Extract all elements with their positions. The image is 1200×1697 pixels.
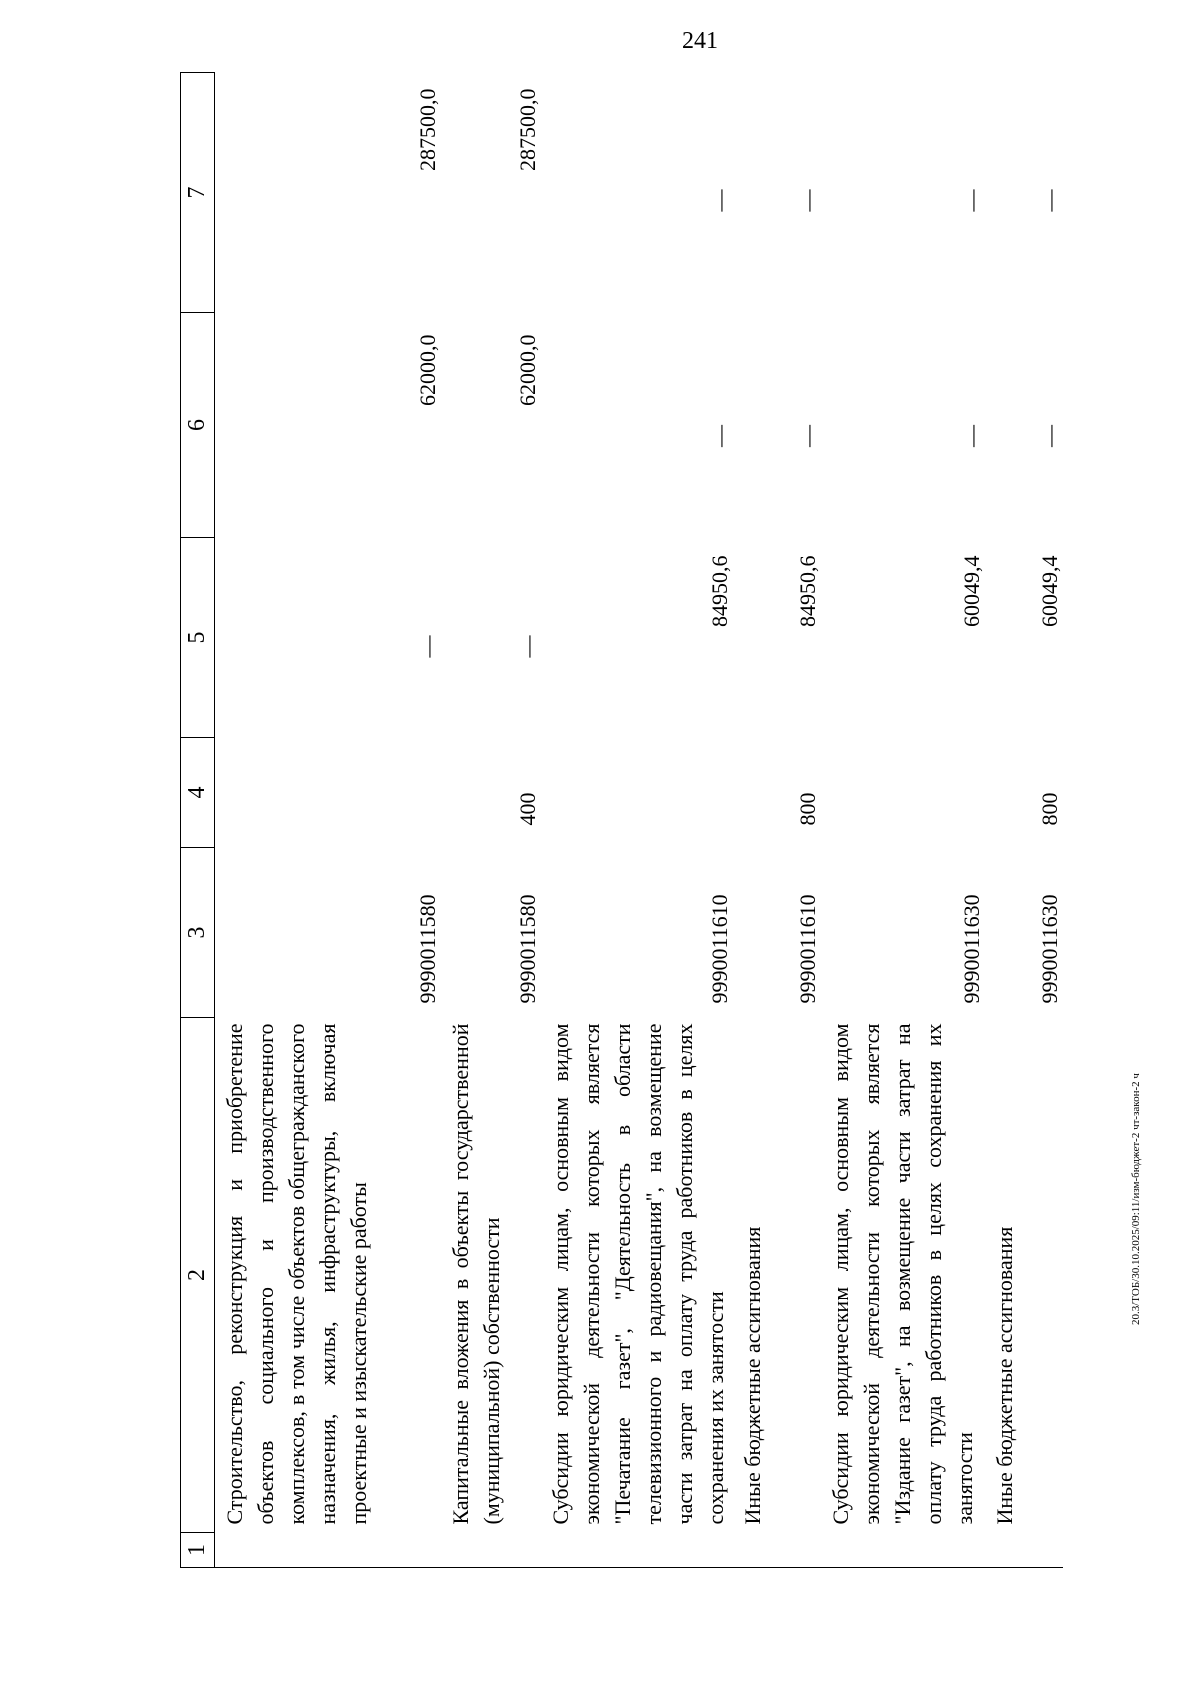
column-header-2: 2	[181, 1018, 215, 1533]
cell-amount-col5: 84950,6	[707, 555, 732, 627]
cell-target-code: 9990011610	[707, 894, 732, 1004]
budget-table-rotated	[180, 73, 1062, 1568]
cell-expense-type	[541, 738, 733, 848]
page-number: 241	[682, 28, 718, 54]
budget-table	[180, 72, 1063, 1568]
cell-amount-col7: 287500,0	[415, 88, 440, 171]
cell-amount-col7: —	[707, 189, 732, 212]
table-row	[541, 73, 733, 1568]
cell-col1	[985, 1533, 1063, 1568]
cell-target-code: 9990011580	[515, 894, 540, 1004]
cell-amount-col6: —	[959, 425, 984, 447]
cell-description: Капитальные вложения в объекты государственной (муниципальной) собственности	[448, 1023, 504, 1525]
cell-amount-col6: —	[795, 425, 820, 447]
cell-col1	[821, 1533, 985, 1568]
cell-target-code: 9990011580	[415, 894, 440, 1004]
cell-col1	[733, 1533, 821, 1568]
cell-amount-col5: 60049,4	[1037, 555, 1062, 627]
column-header-5: 5	[181, 538, 215, 738]
cell-amount-col7: —	[795, 189, 820, 212]
column-header-3: 3	[181, 848, 215, 1018]
cell-target-code: 9990011630	[959, 894, 984, 1004]
cell-col1	[441, 1533, 541, 1568]
cell-amount-col5: —	[515, 635, 540, 658]
table-row	[441, 73, 541, 1568]
cell-amount-col5: —	[415, 635, 440, 658]
cell-amount-col5: 60049,4	[959, 555, 984, 627]
cell-amount-col6: —	[1037, 425, 1062, 447]
cell-col1	[215, 1533, 442, 1568]
cell-description: Иные бюджетные ассигнования	[992, 1226, 1017, 1525]
cell-description: Субсидии юридическим лицам, основным видом экономической деятельности которых является "Издание газет", на возмещение части затрат на оплату труда работников в целях сохранения их занятости	[828, 1023, 977, 1525]
cell-col1	[541, 1533, 733, 1568]
cell-description: Субсидии юридическим лицам, основным видом экономической деятельности которых является "Печатание газет", "Деятельность в области телевизионного и радиовещания", на возмещение части затрат на оплату труда работников в целях сохранения их занятости	[548, 1023, 728, 1525]
table-row	[733, 73, 821, 1568]
footer-code-text: 20.3/ТОБ/30.10.2025/09:11/изм-бюджет-2 чт-закон-2 ч	[1130, 1073, 1142, 1325]
cell-expense-type: 400	[515, 792, 540, 826]
column-header-7: 7	[181, 73, 215, 313]
cell-expense-type	[215, 738, 442, 848]
cell-amount-col7: —	[959, 189, 984, 212]
column-header-1: 1	[181, 1533, 215, 1568]
table-row	[215, 73, 442, 1568]
cell-expense-type: 800	[795, 792, 820, 826]
cell-expense-type	[821, 738, 985, 848]
cell-amount-col6: —	[707, 425, 732, 447]
cell-expense-type: 800	[1037, 792, 1062, 826]
table-row	[821, 73, 985, 1568]
table-row	[985, 73, 1063, 1568]
cell-amount-col5: 84950,6	[795, 555, 820, 627]
cell-target-code: 9990011630	[1037, 894, 1062, 1004]
cell-description: Иные бюджетные ассигнования	[740, 1226, 765, 1525]
cell-description: Строительство, реконструкция и приобретение объектов социального и производственного комплексов, в том числе объектов общегражданского назначения, жилья, инфраструктуры, включая проектные и изыскательские работы	[222, 1023, 371, 1525]
cell-amount-col6: 62000,0	[515, 334, 540, 406]
column-header-4: 4	[181, 738, 215, 848]
cell-target-code: 9990011610	[795, 894, 820, 1004]
cell-amount-col6: 62000,0	[415, 334, 440, 406]
header-row	[181, 73, 215, 1568]
cell-amount-col7: —	[1037, 189, 1062, 212]
cell-amount-col7: 287500,0	[515, 88, 540, 171]
column-header-6: 6	[181, 313, 215, 538]
